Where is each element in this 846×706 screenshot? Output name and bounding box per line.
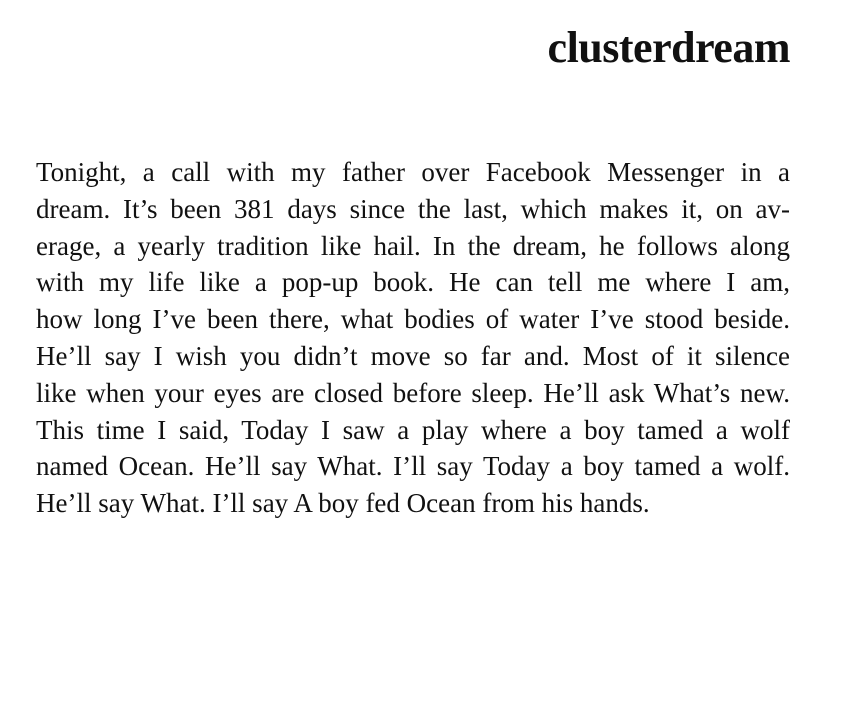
poem-body xyxy=(36,154,790,522)
poem-line: He’ll say I wish you didn’t move so far and. Most of it silence xyxy=(36,340,790,371)
poem-line: with my life like a pop-up book. He can tell me where I am, xyxy=(36,267,790,298)
poem-line: how long I’ve been there, what bodies of water I’ve stood beside. xyxy=(36,304,790,335)
poem-line: named Ocean. He’ll say What. I’ll say Today a boy tamed a wolf. xyxy=(36,451,790,482)
poem-line: This time I said, Today I saw a play where a boy tamed a wolf xyxy=(36,414,790,445)
poem-line: Tonight, a call with my father over Facebook Messenger in a xyxy=(36,157,790,187)
poem-title: clusterdream xyxy=(547,23,790,72)
poem-line: dream. It’s been 381 days since the last, which makes it, on av- xyxy=(36,193,790,224)
poem-line: erage, a yearly tradition like hail. In the dream, he follows along xyxy=(36,230,790,261)
poem-line: He’ll say What. I’ll say A boy fed Ocean from his hands. xyxy=(36,488,650,519)
poem-line: like when your eyes are closed before sleep. He’ll ask What’s new. xyxy=(36,377,790,408)
